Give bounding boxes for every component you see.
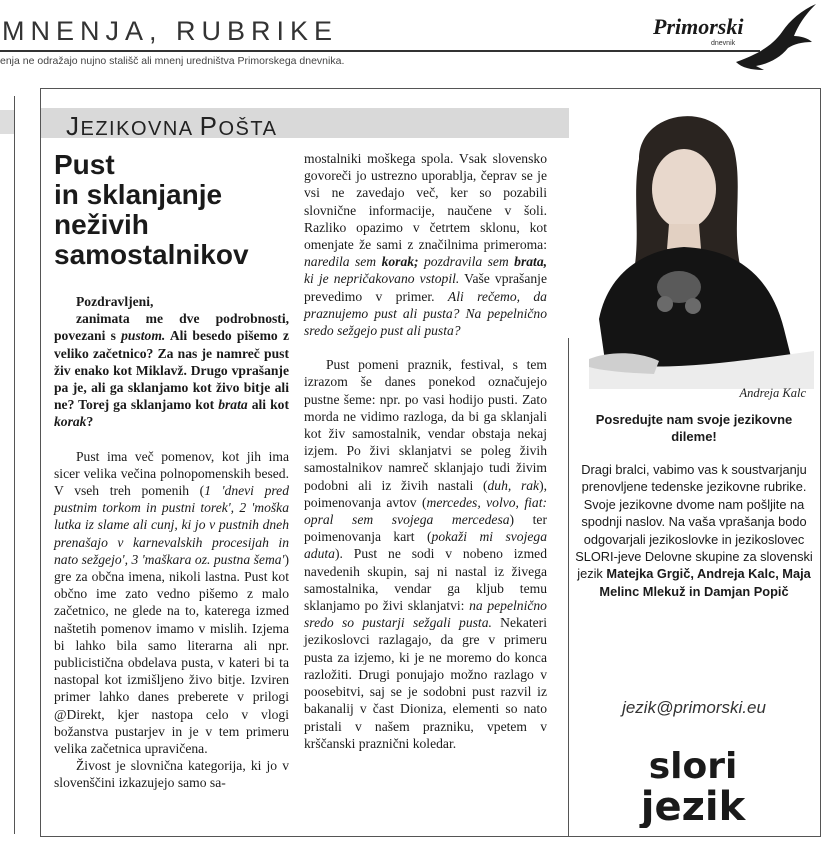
text-run: Nekateri jezikoslovci razlagajo, da gre v primeru pusta za izjemo, ki je ne moremo do konca razložiti. Drugi ponujajo možno razlago v poosebitvi, saj se je sodobni pust razvil iz bakanalij v čast Dioniza, elementi so nato pristali v našem prazniku, vpetem v krščanski praznični koledar. — [304, 615, 547, 751]
adjacent-article-edge — [0, 96, 15, 834]
headline-line: in sklanjanje — [54, 179, 223, 210]
text-run: Pust ima več pomenov, kot jih ima sicer velika večina polnopomenskih besed. V vseh treh pomenih ( — [54, 448, 289, 499]
text-run: Vaše vprašanje prevedimo v primer. — [304, 271, 547, 304]
text-run: ). Pust ne sodi v nobeno izmed navedenih skupin, saj ni nastal iz živega samostalnika, vendar ga kljub temu sklanjamo po živi sklanjatvi: — [304, 546, 547, 614]
reader-question — [54, 310, 289, 430]
text-run: pustom. — [121, 328, 166, 344]
rubric-cap-2: P — [199, 111, 219, 141]
article-column-1 — [54, 293, 289, 792]
answer-paragraph-2: Živost je slovnična kategorija, ki jo v slovenščini izkazujejo samo sa- — [54, 758, 289, 791]
header-rule — [0, 50, 760, 52]
answer-paragraph-2-cont — [304, 150, 547, 339]
logo-word-slori: slori — [648, 746, 738, 787]
sidebar-invitation-text: Dragi bralci, vabimo vas k soustvarjanju prenovljene tedenske jezikovne rubrike. Svoje jezikovne dvome nam pošljite na spodnji naslov. Na vaša vprašanja bodo odgovarjali jezikoslovke in jezikoslovec SLORI-jeve Delovne skupine za slovenski jezik — [575, 462, 813, 582]
disclaimer: enja ne odražajo nujno stališč ali mnenj uredništva Primorskega dnevnika. — [0, 55, 345, 67]
text-run: brata, — [514, 254, 548, 270]
text-run: Ali rečemo, da praznujemo pust ali pusta? Na pepelnično sredo sežgejo pust ali pusta? — [304, 288, 547, 339]
rubric-cap-1: J — [66, 111, 81, 141]
rubric-title — [66, 111, 277, 142]
article-column-2 — [304, 150, 547, 752]
text-run: 1 'dnevi pred pustnim torkom in pustni torek', 2 'moška lutka iz slame ali cunj, ki jo v pustnih dneh prenašajo v karnevalskih procesijah in nato sežgejo', 3 'maškara oz. pustna šema' — [54, 483, 289, 567]
newspaper-logo-word: Primorski — [653, 14, 744, 39]
adjacent-article-band — [0, 110, 14, 134]
section-title: MNENJA, RUBRIKE — [2, 16, 339, 46]
reader-greeting: Pozdravljeni, — [76, 294, 154, 309]
logo-word-jezik: jezik — [640, 784, 746, 828]
text-run: ) gre za občna imena, nikoli lastna. Pust kot občno ime zato vedno pišemo z malo začetnico, ne glede na to, katerega izmed naštetih pomenov imamo v mislih. Izjema bi lahko bila samo literarna ali npr. publicistična obdelava pusta, v kateri bi ta nastopal kot izmišljeno živo bitje. Izviren primer lahko danes preberete v prilogi @Direkt, kjer nastopa celo v vlogi božanstva pustarjev in je v tem primeru velika začetnica upravičena. — [54, 551, 289, 757]
sidebar-call-to-action: Posredujte nam svoje jezikovne dileme! — [595, 412, 793, 444]
text-run: brata — [218, 397, 248, 413]
text-run: na pepelnično sredo so pustarji sežgali pusta. — [304, 598, 547, 631]
text-run: pokaži mi svojega aduta — [304, 529, 547, 562]
text-run: mostalniki moškega spola. Vsak slovensko govoreči jo ustrezno uporablja, čeprav se je vsi ne zavedajo več, ker so pozabili slovnične informacije, naučene v šoli. Razliko opazimo v četrtem sklonu, kot omenjate že sami z značilnima primeroma: — [304, 151, 547, 253]
sidebar-body — [571, 461, 817, 600]
text-run: mercedes, volvo, fiat: opral sem svojega mercedesa — [304, 494, 547, 528]
sidebar-author-names: Matejka Grgič, Andreja Kalc, Maja Melinc Mlekuž in Damjan Popič — [599, 566, 811, 599]
rubric-rest-1: EZIKOVNA — [80, 118, 200, 140]
text-run: naredila sem — [304, 254, 382, 270]
photo-caption: Andreja Kalc — [739, 386, 806, 400]
text-run: Ali besedo pišemo z veliko začetnico? Za nas je namreč pust živ enako kot Miklavž. Drugo vprašanje pa je, ali ga sklanjamo kot živo bitje ali ne? Torej ga sklanjamo kot — [54, 328, 289, 413]
rubric-rest-2: OŠTA — [218, 118, 278, 140]
headline-line: Pust — [54, 149, 115, 180]
contact-email[interactable]: jezik@primorski.eu — [622, 698, 766, 717]
text-run: zanimata me dve podrobnosti, povezani s — [54, 311, 289, 344]
text-run: Pust pomeni praznik, festival, s tem izrazom še danes ponekod označujejo pustne šeme: npr. po vasi hodijo pusti. Zato morda ne vidimo razloga, da bi ga sklanjali kot živ samostalnik, vendar obstaja nekaj izjem. Po živi sklanjatvi se poleg živih samostalnikov namreč sklanjajo tudi živim podobni ali iz živih nastali ( — [304, 357, 547, 493]
headline-line: samostalnikov — [54, 239, 249, 270]
slori-jezik-logo — [628, 738, 758, 828]
headline-line: neživih — [54, 209, 149, 240]
text-run: korak; — [381, 254, 419, 270]
seagull-icon — [728, 2, 818, 76]
text-run: ), poimenovanja avtov ( — [304, 477, 547, 510]
text-run: ki je nepričakovano vstopil. — [304, 271, 460, 287]
answer-paragraph-1 — [54, 448, 289, 758]
answer-paragraph-3 — [304, 356, 547, 752]
article-headline — [54, 150, 294, 270]
text-run: ali kot — [247, 397, 289, 413]
text-run: korak — [54, 414, 87, 430]
text-run: ? — [86, 414, 94, 430]
text-run: duh, rak — [487, 477, 540, 493]
text-run: ) ter poimenovanja kart ( — [304, 512, 547, 545]
newspaper-logo-sub: dnevnik — [711, 40, 736, 47]
text-run: pozdravila sem — [418, 254, 515, 270]
